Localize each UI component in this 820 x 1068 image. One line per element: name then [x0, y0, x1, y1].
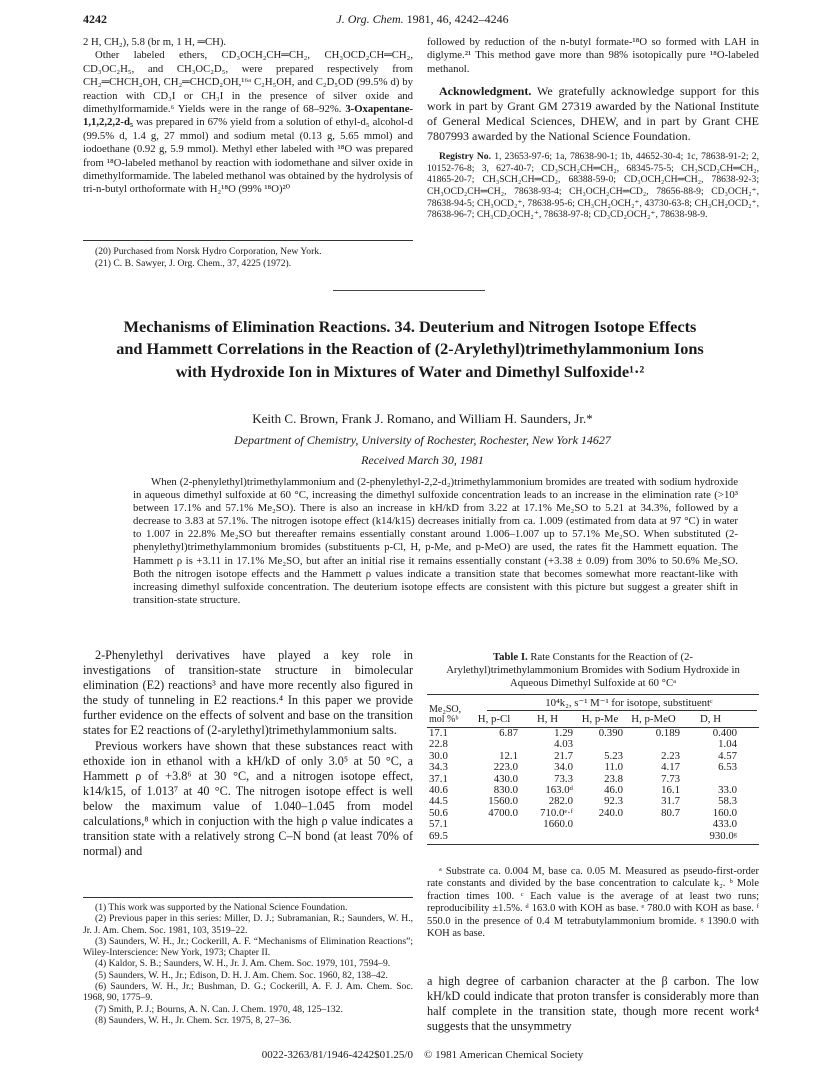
table-cell: [468, 819, 520, 830]
table-span-header: 10⁴k₂, s⁻¹ M⁻¹ for isotope, substituentᶜ: [545, 697, 713, 709]
table-cell: 16.1: [661, 783, 680, 796]
article-separator: [333, 290, 485, 291]
table-row: [427, 751, 759, 762]
table-cell: 7.73: [661, 772, 680, 785]
table-cell: [625, 819, 682, 830]
footnote-divider: [83, 897, 413, 898]
footnote: (8) Saunders, W. H., Jr. Chem. Scr. 1975, 8, 27–36.: [95, 1014, 292, 1026]
table-notes: ᵃ Substrate ca. 0.004 M, base ca. 0.05 M. Measured as pseudo-first-order rate constants and divided by the base concentration to calculate k₂. ᵇ Mole fraction times 100. ᶜ Each value is the average of at least two runs; reproducibility ±1.5%. ᵈ 163.0 with KOH as base. ᵉ 780.0 with KOH as base. ᶠ 550.0 in the presence of 0.4 M tetrabutylammonium bromide. ᵍ 1390.0 with KOH as base.: [427, 866, 759, 940]
table-cell: 34.0: [554, 761, 573, 774]
table-row-header: Me₂SO, mol %ᵇ: [429, 704, 462, 725]
table-label: Table I.: [493, 651, 528, 663]
table-cell: 282.0: [548, 795, 573, 808]
table-column-header: H, p-Me: [581, 713, 619, 725]
table-cell: 830.0: [493, 783, 518, 796]
table-cell: 710.0ᵉ·ᶠ: [540, 806, 573, 819]
copyright: © 1981 American Chemical Society: [423, 1049, 584, 1061]
article-footnotes: [83, 902, 413, 1026]
acknowledgment-label: Acknowledgment.: [439, 84, 532, 99]
footnote: (7) Smith, P. J.; Bourns, A. N. Can. J. Chem. 1970, 48, 125–132.: [95, 1003, 343, 1015]
table-cell: 6.87: [499, 727, 518, 739]
table-cell: 4700.0: [488, 806, 518, 819]
table-cell: 58.3: [718, 795, 737, 808]
footnote-divider: [83, 240, 413, 241]
table-cell: 21.7: [554, 749, 573, 762]
table-bottom-rule: [427, 844, 759, 845]
footnote: (20) Purchased from Norsk Hydro Corporation, New York.: [95, 246, 322, 257]
table-cell: 23.8: [604, 772, 623, 785]
table-column-header: D, H: [700, 713, 721, 725]
received-date: Received March 30, 1981: [361, 453, 484, 467]
journal-name: J. Org. Chem.: [336, 12, 404, 26]
table-column-headers: [427, 713, 759, 727]
table-cell: 92.3: [604, 795, 623, 808]
rate-constants-table: [427, 694, 759, 845]
table-row-label: 17.1: [429, 727, 448, 739]
table-cell: 2.23: [661, 749, 680, 762]
footnote: (2) Previous paper in this series: Miller, D. J.; Subramanian, R.; Saunders, W. H., Jr. J. Am. Chem. Soc. 1981, 103, 3519–22.: [83, 913, 413, 936]
table-cell: 1.04: [718, 738, 737, 751]
table-row: [427, 774, 759, 785]
table-cell: [575, 831, 625, 842]
table-cell: 0.189: [655, 727, 680, 739]
table-row: [427, 796, 759, 807]
experimental-text-lead: 2 H, CH₂), 5.8 (br m, 1 H, ═CH).: [83, 36, 227, 48]
article-code: 0022-3263/81/1946-4242$01.25/0: [261, 1049, 413, 1061]
page-number: 4242: [83, 12, 107, 26]
table-row: [427, 831, 759, 842]
table-row-label: 30.0: [429, 749, 448, 762]
table-row-label: 37.1: [429, 772, 448, 785]
journal-citation: [83, 12, 762, 26]
abstract: When (2-phenylethyl)trimethylammonium and (2-phenylethyl-2,2-d₂)trimethylammonium bromides are treated with sodium hydroxide in aqueous dimethyl sulfoxide at 60 °C, increasing the dimethyl sulfoxide concentration leads to an increase in the elimination rate (>10³ between 17.1% and 57.1% Me₂SO). There is also an increase in kH/kD from 3.22 at 17.1% Me₂SO to 5.21 at 34.3%, followed by a decrease to 3.83 at 57.1%. The nitrogen isotope effect (k14/k15) decreases initially from ca. 1.009 (estimated from data at 97 °C) in water to 1.007 in 22.8% Me₂SO but thereafter remains essentially constant around 1.006–1.007 up to 57.1% Me₂SO. When substituted (2-phenylethyl)trimethylammonium bromides (substituents p-Cl, H, p-Me, and p-MeO) are used, the rates fit the Hammett equation. The Hammett ρ is +3.11 in 17.1% Me₂SO, but after an initial rise it remains essentially constant (+3.38 ± 0.09) from 30% to 50.6% Me₂SO. Both the nitrogen isotope effects and the Hammett ρ values indicate a transition state that becomes somewhat more reactant-like with increasing dimethyl sulfoxide concentration. The deuterium isotope effects are consistent with this picture but suggest a greater shift in transition-state structure.: [133, 476, 738, 606]
table-cell: 930.0ᵍ: [709, 829, 737, 842]
table-cell: 1660.0: [543, 818, 573, 831]
table-cell: 0.390: [598, 727, 623, 739]
registry-numbers: Registry No. 1, 23653-97-6; 1a, 78638-90-1; 1b, 44652-30-4; 1c, 78638-91-2; 2, 10152-76-8; 3, 627-40-7; CD₃SCH₂CH═CH₂, 68345-75-5; CH₃SCD₂CH═CH₂, 41865-20-7; CH₃SCH₂CH═CD₂, 68388-59-0; CD₃OCH₂CH═CH₂, 78638-92-3; CH₃OCD₂CH═CH₂, 78638-93-4; CH₃OCH₂CH═CD₂, 78656-88-9; CD₃OCH₂⁺, 78638-94-5; CH₃OCD₂⁺, 78638-95-6; CH₃CH₂OCH₂⁺, 43730-63-8; CH₃CH₂OCD₂⁺, 78638-96-7; CH₃CD₂OCH₂⁺, 78638-97-8; CD₃CD₂OCH₂⁺, 78638-98-9.: [427, 151, 760, 221]
footnote: (4) Kaldor, S. B.; Saunders, W. H., Jr. J. Am. Chem. Soc. 1979, 101, 7594–9.: [95, 958, 391, 970]
table-cell: 5.23: [604, 749, 623, 762]
previous-article-footnotes: [83, 246, 413, 269]
body-paragraph: Previous workers have shown that these substances react with ethoxide ion in ethanol with a kH/kD of only 3.0⁵ at 50 °C, a Hammett ρ of +3.8⁶ at 30 °C, and a nitrogen isotope effect, k14/k15, of 1.013⁷ at 40 °C. The nitrogen isotope effect is well below the maximum value of 1.040–1.045 from model calculations,⁸ which in conjuction with the high ρ value indicates a transition state with a relatively strong C–N bond (at least 70% of normal) and: [83, 738, 413, 859]
footnote: (6) Saunders, W. H., Jr.; Bushman, D. G.; Cockerill, A. F. J. Am. Chem. Soc. 1968, 90, 1775–9.: [83, 981, 413, 1004]
table-span-rule: [487, 710, 757, 711]
table-cell: 433.0: [712, 818, 737, 831]
table-row: [427, 739, 759, 750]
table-column-header: H, H: [537, 713, 558, 725]
table-row: [427, 808, 759, 819]
table-row-label: 34.3: [429, 761, 448, 774]
table-row-label: 50.6: [429, 806, 448, 819]
table-cell: 223.0: [493, 761, 518, 774]
table-cell: [520, 831, 575, 842]
previous-article-right-column: [427, 36, 759, 221]
body-paragraph: a high degree of carbanion character at the β carbon. The low kH/kD could indicate that proton transfer is considerably more than half complete in the transition state, though more recent work⁴ suggests that the unsymmetry: [427, 974, 759, 1034]
footnote: (3) Saunders, W. H., Jr.; Cockerill, A. F. “Mechanisms of Elimination Reactions”; Wiley-Interscience: New York, 1973; Chapter II.: [83, 935, 413, 959]
body-paragraph: 2-Phenylethyl derivatives have played a key role in investigations of transition-state structure in bimolecular elimination (E2) reactions³ and have more recently also figured in the study of tunneling in E2 reactions.⁴ In this paper we provide further evidence on the effects of solvent and base on the transition states for E2 reactions of (2-arylethyl)trimethylammonium salts.: [83, 648, 413, 738]
article-authors: Keith C. Brown, Frank J. Romano, and William H. Saunders, Jr.*: [252, 411, 593, 426]
table-row: [427, 762, 759, 773]
table-cell: 80.7: [661, 806, 680, 819]
table-cell: 11.0: [604, 761, 623, 774]
table-cell: 12.1: [499, 749, 518, 762]
table-cell: 73.3: [554, 772, 573, 785]
acknowledgment: Acknowledgment. We gratefully acknowledge support for this work in part by Grant GM 27319 awarded by the National Institute of General Medical Sciences, DHEW, and in part by Grant CHE 7807993 awarded by the National Science Foundation.: [427, 84, 759, 144]
page-footer: [83, 1048, 762, 1062]
table-cell: 430.0: [493, 772, 518, 785]
table-cell: 0.400: [712, 727, 737, 739]
table-cell: 4.57: [718, 749, 737, 762]
footnote: (5) Saunders, W. H., Jr.; Edison, D. H. J. Am. Chem. Soc. 1960, 82, 138–42.: [95, 969, 388, 981]
table-cell: 163.0ᵈ: [545, 783, 573, 796]
table-cell: 1.29: [554, 727, 573, 739]
table-row-label: 22.8: [429, 738, 448, 751]
previous-article-left-column: [83, 36, 413, 197]
table-cell: [468, 831, 520, 842]
compound-name: 3-Oxapentane-1,1,2,2,2-d₅: [83, 103, 414, 129]
body-left-column: [83, 648, 413, 859]
table-column-header: H, p-Cl: [477, 713, 511, 725]
footnote: (1) This work was supported by the National Science Foundation.: [95, 902, 348, 913]
table-cell: [575, 819, 625, 830]
table-cell: 4.03: [554, 738, 573, 751]
table-caption: Table I. Rate Constants for the Reaction of (2-Arylethyl)trimethylammonium Bromides with Sodium Hydroxide in Aqueous Dimethyl Sulfoxide at 60 °Cᵃ: [446, 651, 740, 689]
registry-label: Registry No.: [439, 151, 491, 163]
experimental-text-end: followed by reduction of the n-butyl formate-¹⁸O so formed with LAH in diglyme.²¹ This method gave more than 98% isotopically pure ¹⁸O-labeled methanol.: [427, 36, 759, 75]
table-cell: 1560.0: [488, 795, 518, 808]
table-cell: 31.7: [661, 795, 680, 808]
footnote: (21) C. B. Sawyer, J. Org. Chem., 37, 4225 (1972).: [95, 257, 292, 269]
table-cell: 46.0: [604, 783, 623, 796]
article-title: Mechanisms of Elimination Reactions. 34. Deuterium and Nitrogen Isotope Effects and Hammett Correlations in the Reaction of (2-Arylethyl)trimethylammonium Ions with Hydroxide Ion in Mixtures of Water and Dimethyl Sulfoxide¹·²: [116, 317, 704, 381]
body-right-column: [427, 974, 759, 1034]
table-cell: 240.0: [598, 806, 623, 819]
table-row: [427, 728, 759, 739]
table-row-label: 40.6: [429, 783, 448, 796]
table-row-label: 69.5: [429, 829, 448, 842]
table-row: [427, 819, 759, 830]
journal-volume: 1981, 46, 4242–4246: [406, 12, 509, 26]
table-column-header: H, p-MeO: [631, 713, 676, 725]
table-body: [427, 728, 759, 842]
table-cell: 6.53: [718, 761, 737, 774]
table-cell: 33.0: [718, 783, 737, 796]
table-row: [427, 785, 759, 796]
table-cell: 160.0: [712, 806, 737, 819]
table-row-label: 44.5: [429, 795, 448, 808]
experimental-text: Other labeled ethers, CD₃OCH₂CH═CH₂, CH₃OCD₂CH═CH₂, CD₃OC₂H₅, and CH₃OC₂D₅, were prepared respectively from CH₂═CHCH₂OH, CH₂═CHCD₂OH,¹⁶ᵃ C₂H₅OH, and C₂D₅OD (99.5% d) by reaction with CD₃I or CH₃I in the presence of silver oxide and dimethylformamide.⁶ Yields were in the range of 68–92%. 3-Oxapentane-1,1,2,2,2-d₅ was prepared in 67% yield from a solution of ethyl-d₅ alcohol-d (99.5% d, 1.4 g, 27 mmol) and sodium metal (0.13 g, 5.65 mmol) and iodoethane (0.92 g, 5.9 mmol). Methyl ether labeled with ¹⁸O was prepared from ¹⁸O-labeled methanol by reaction with iodomethane and silver oxide in dimethylformamide. The labeled methanol was obtained by the hydrolysis of tri-n-butyl orthoformate with H₂¹⁸O (99% ¹⁸O)²⁰: [83, 49, 414, 196]
table-row-label: 57.1: [429, 818, 448, 831]
table-cell: 4.17: [661, 761, 680, 774]
page-header: [83, 12, 762, 30]
table-cell: [625, 831, 682, 842]
author-affiliation: Department of Chemistry, University of Rochester, Rochester, New York 14627: [234, 433, 611, 447]
